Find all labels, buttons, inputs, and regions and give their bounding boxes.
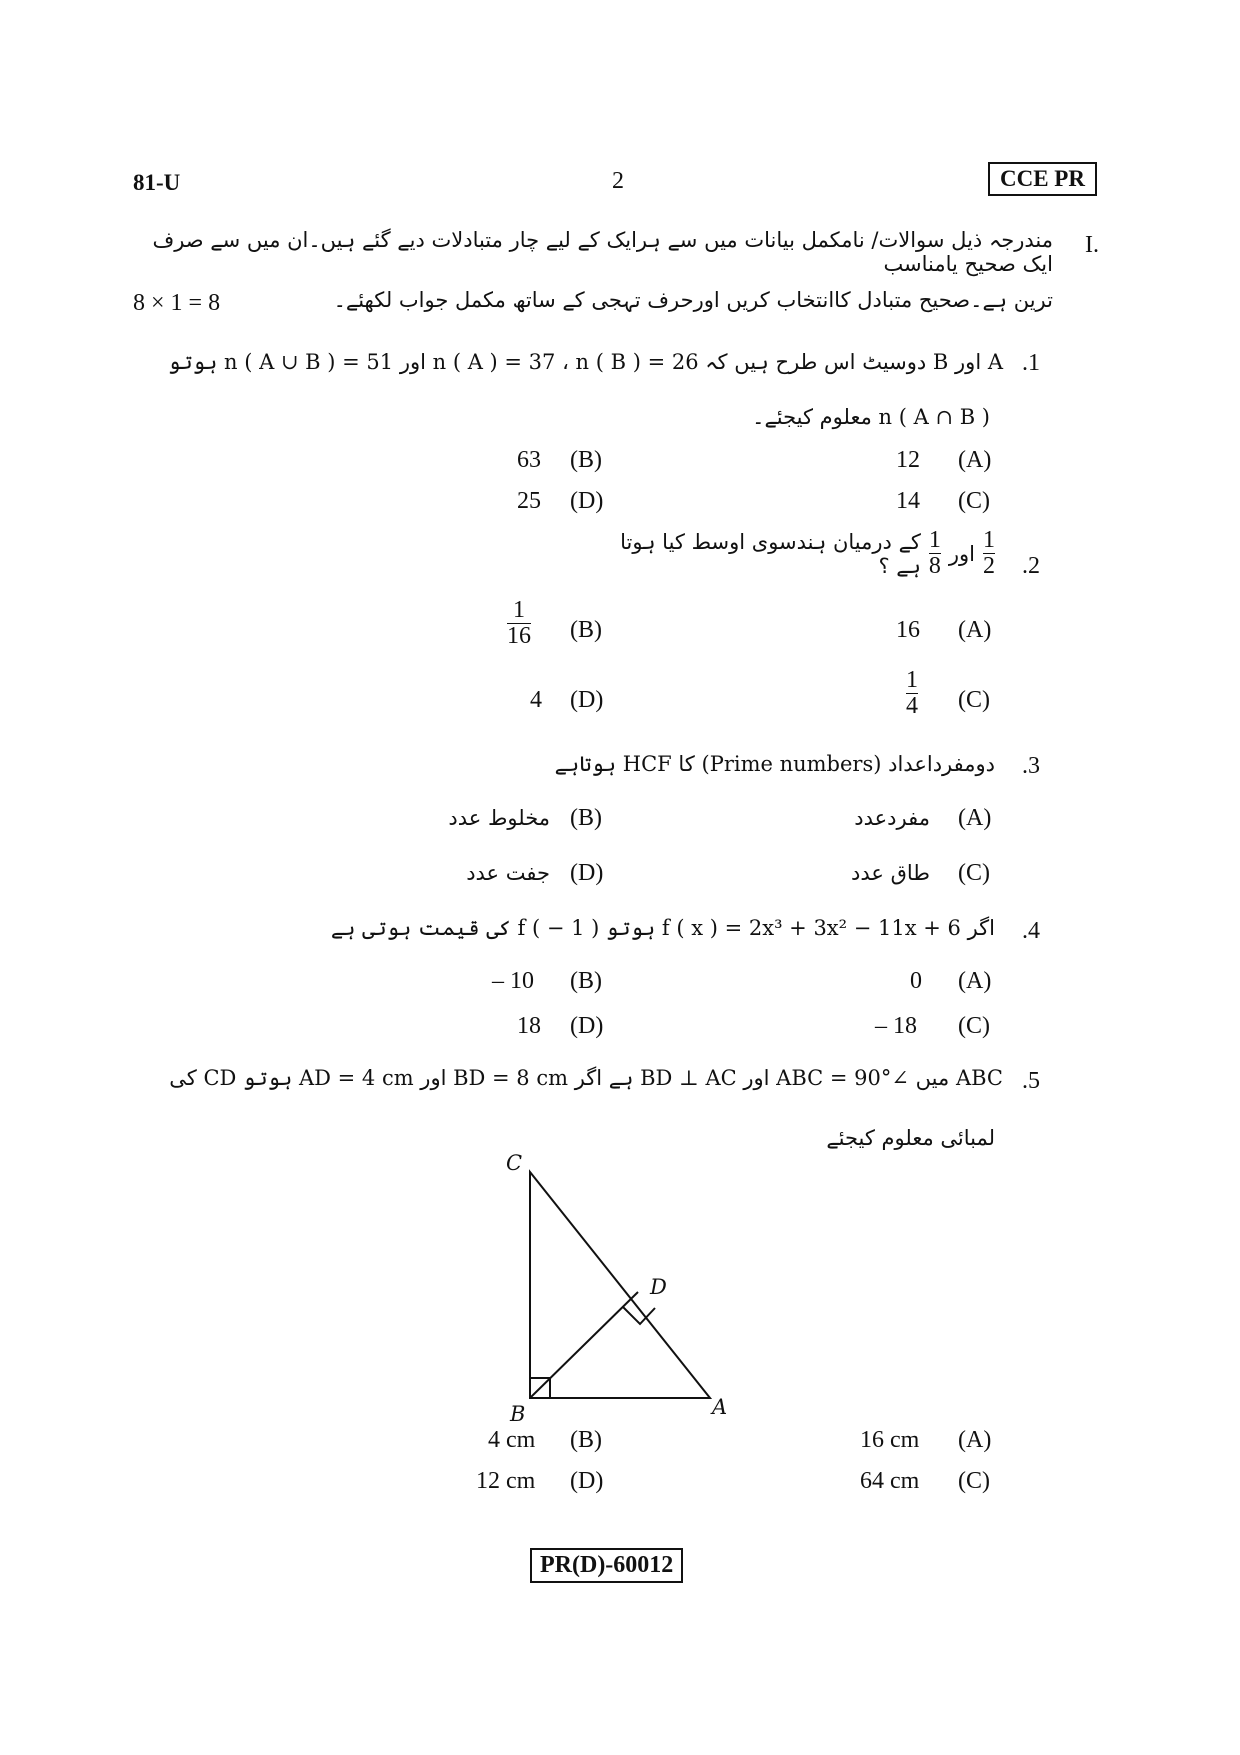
- marks-allocation: 8 × 1 = 8: [133, 290, 221, 316]
- q2-text: [600, 528, 995, 579]
- q1-option-a: 12: [896, 447, 920, 473]
- q4-label-d: (D): [570, 1013, 604, 1039]
- instruction-line-2: ترین ہے۔صحیح متبادل کاانتخاب کریں اورحرف تہجی کے ساتھ مکمل جواب لکھئے۔: [333, 288, 1053, 312]
- q2-label-a: (A): [958, 617, 992, 643]
- q2-connector: اور: [948, 541, 975, 566]
- q2-question: کے درمیان ہندسوی اوسط کیا ہوتا ہے ؟: [620, 529, 921, 578]
- q4-label-b: (B): [570, 968, 602, 994]
- q4-option-b: – 10: [492, 968, 534, 994]
- q4-option-d: 18: [517, 1013, 541, 1039]
- q2-option-a: 16: [896, 617, 920, 643]
- q4-label-a: (A): [958, 968, 992, 994]
- label-b: B: [510, 1402, 526, 1426]
- q5-option-a: 16 cm: [860, 1427, 920, 1453]
- q1-label-b: (B): [570, 447, 602, 473]
- q3-label-c: (C): [958, 860, 990, 886]
- q4-number: .4: [1022, 918, 1040, 944]
- q1-text-line-2: n ( A ∩ B ) معلوم کیجئے۔: [752, 405, 990, 429]
- q3-option-c: طاق عدد: [851, 861, 930, 885]
- q2-fraction-half: $\frac{1}{2}$: [983, 527, 995, 580]
- q3-option-b: مخلوط عدد: [448, 806, 550, 830]
- label-a: A: [712, 1395, 728, 1419]
- q3-text: دومفرداعداد (Prime numbers) کا HCF ہوتاہے: [554, 752, 995, 776]
- footer-code: PR(D)-60012: [530, 1548, 683, 1583]
- q2-option-d: 4: [530, 687, 542, 713]
- q2-label-b: (B): [570, 617, 602, 643]
- q4-label-c: (C): [958, 1013, 990, 1039]
- label-d: D: [650, 1275, 667, 1299]
- q5-label-c: (C): [958, 1468, 990, 1494]
- triangle-abc: [530, 1172, 710, 1398]
- q4-option-c: – 18: [875, 1013, 917, 1039]
- q4-text: اگر f ( x ) = 2x³ + 3x² − 11x + 6 ہوتو f ( − 1 ) کی قیمت ہوتی ہے: [330, 916, 995, 940]
- q1-label-a: (A): [958, 447, 992, 473]
- q5-text-line-1: ABC میں ∠ABC = 90° اور BD ⊥ AC ہے اگر BD = 8 cm اور AD = 4 cm ہوتو CD کی: [169, 1066, 1003, 1090]
- q3-number: .3: [1022, 753, 1040, 779]
- q1-option-d: 25: [517, 488, 541, 514]
- q5-number: .5: [1022, 1068, 1040, 1094]
- q1-option-b: 63: [517, 447, 541, 473]
- q2-label-d: (D): [570, 687, 604, 713]
- q2-fraction-eighth: $\frac{1}{8}$: [928, 527, 941, 580]
- instruction-line-1: مندرجہ ذیل سوالات/ نامکمل بیانات میں سے ہرایک کے لیے چار متبادلات دیے گئے ہیں۔ان میں سے صرف ایک صحیح یامناسب: [152, 228, 1053, 276]
- q1-number: .1: [1022, 350, 1040, 376]
- segment-bd: [530, 1292, 638, 1398]
- q1-label-c: (C): [958, 488, 990, 514]
- q1-text-line-1: A اور B دوسیٹ اس طرح ہیں کہ n ( A ) = 37 ، n ( B ) = 26 اور n ( A ∪ B ) = 51 ہوتو: [168, 350, 1003, 374]
- q1-option-c: 14: [896, 488, 920, 514]
- triangle-figure: [500, 1150, 760, 1430]
- section-number: I.: [1085, 232, 1099, 258]
- q1-label-d: (D): [570, 488, 604, 514]
- paper-type-box: CCE PR: [988, 162, 1097, 196]
- q3-option-a: مفردعدد: [854, 806, 930, 830]
- q2-option-c: $\frac{1}{4}$: [906, 667, 918, 720]
- q5-option-d: 12 cm: [476, 1468, 536, 1494]
- q5-label-a: (A): [958, 1427, 992, 1453]
- q2-number: .2: [1022, 553, 1040, 579]
- q5-text-line-2: لمبائی معلوم کیجئے: [826, 1126, 995, 1150]
- q3-label-b: (B): [570, 805, 602, 831]
- page-number: 2: [612, 168, 624, 194]
- q2-label-c: (C): [958, 687, 990, 713]
- q3-label-a: (A): [958, 805, 992, 831]
- q4-option-a: 0: [910, 968, 922, 994]
- paper-code: 81-U: [133, 170, 181, 195]
- q5-label-b: (B): [570, 1427, 602, 1453]
- q5-option-c: 64 cm: [860, 1468, 920, 1494]
- q5-label-d: (D): [570, 1468, 604, 1494]
- q5-option-b: 4 cm: [488, 1427, 536, 1453]
- q3-label-d: (D): [570, 860, 604, 886]
- label-c: C: [506, 1151, 523, 1175]
- q2-option-b: $\frac{1}{16}$: [507, 597, 531, 650]
- q3-option-d: جفت عدد: [466, 861, 550, 885]
